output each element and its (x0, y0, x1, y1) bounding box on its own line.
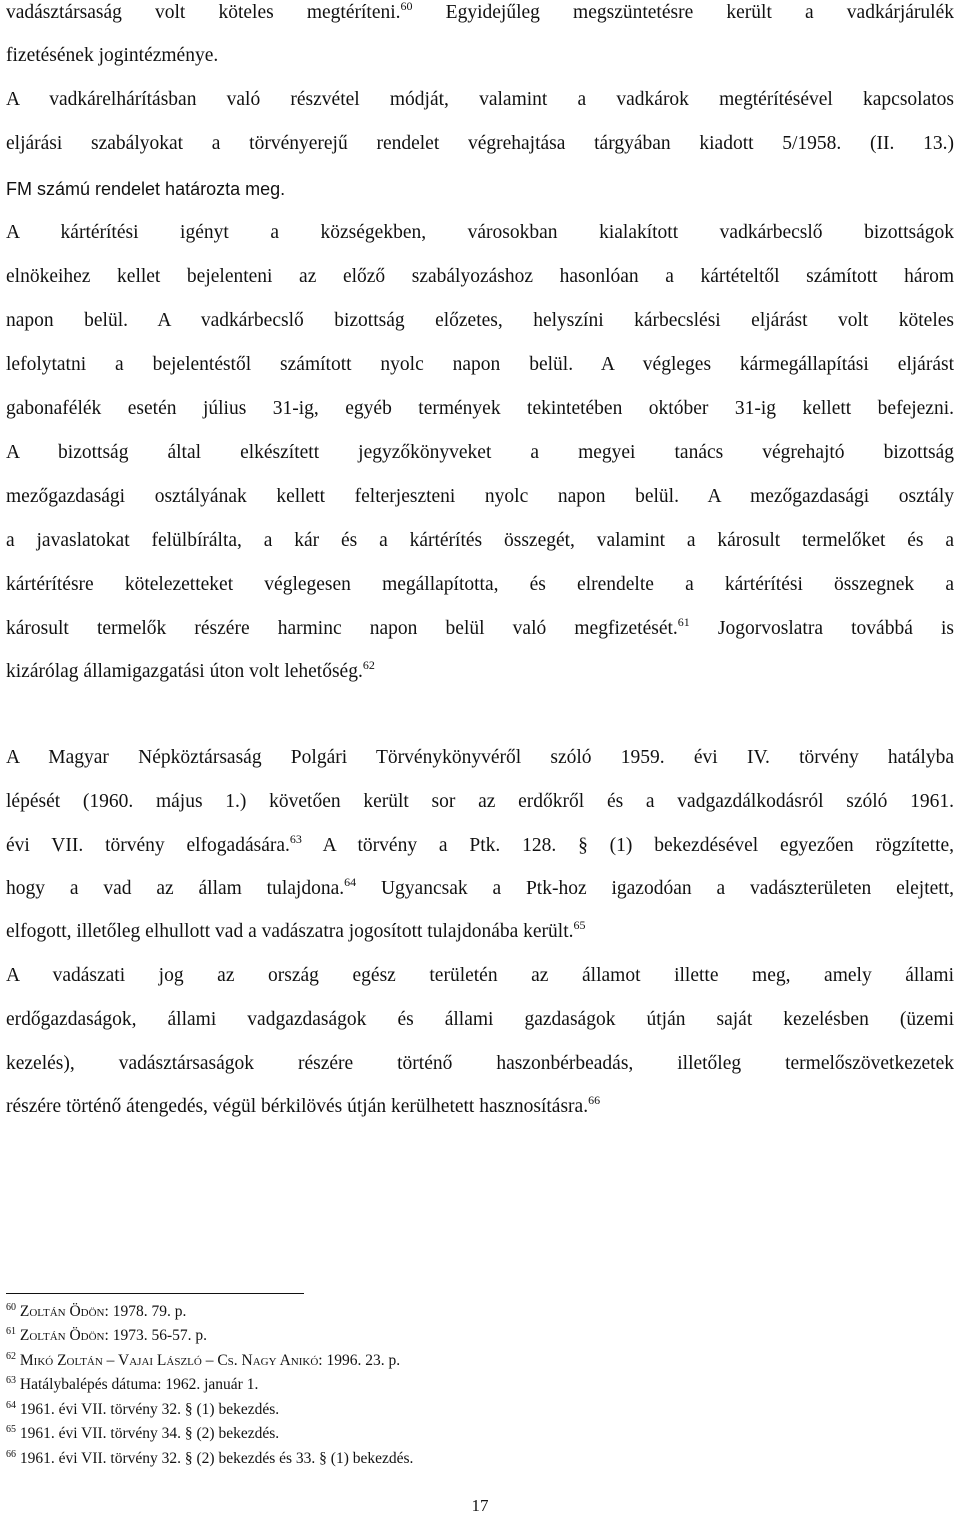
body-line: a javaslatokat felülbírálta, a kár és a kártérítés összegét, valamint a károsult termelőket és a (6, 530, 954, 551)
body-line: A Magyar Népköztársaság Polgári Törvénykönyvéről szóló 1959. évi IV. törvény hatályba (6, 747, 954, 768)
body-line: elnökeihez kellet bejelenteni az előző szabályozáshoz hasonlóan a kártételtől számított három (6, 266, 954, 287)
body-line: részére történő átengedés, végül bérkilövés útján kerülhetett hasznosításra.$^{66}$ (6, 1093, 601, 1117)
body-line: A vadászati jog az ország egész területén az államot illette meg, amely állami (6, 965, 954, 986)
footnote-ref[interactable]: 64 (344, 875, 357, 889)
body-line: eljárási szabályokat a törvényerejű rendelet végrehajtása tárgyában kiadott 5/1958. (II. 13.) (6, 133, 954, 154)
footnote-separator (6, 1293, 304, 1294)
body-line: erdőgazdaságok, állami vadgazdaságok és állami gazdaságok útján saját kezelésben (üzemi (6, 1009, 954, 1030)
footnote-ref[interactable]: 60 (400, 0, 413, 13)
body-line: vadásztársaság volt köteles megtéríteni.$^{60}$ Egyidejűleg megszüntetésre került a vadkárjárulék (6, 0, 954, 23)
body-line: A vadkárelhárításban való részvétel módját, valamint a vadkárok megtérítésével kapcsolatos (6, 89, 954, 110)
body-line: évi VII. törvény elfogadására.$^{63}$ A törvény a Ptk. 128. § (1) bekezdésével egyezően rögzítette, (6, 832, 954, 856)
body-line: kártérítésre kötelezetteket véglegesen megállapította, és elrendelte a kártérítési összegnek a (6, 574, 954, 595)
body-line: A kártérítési igényt a községekben, városokban kialakított vadkárbecslő bizottságok (6, 222, 954, 243)
footnote: $^{62}$ Mikó Zoltán – Vajai László – Cs. Nagy Anikó: 1996. 23. p. (6, 1351, 401, 1369)
body-line: lépését (1960. május 1.) követően került sor az erdőkről és a vadgazdálkodásról szóló 1961. (6, 791, 954, 812)
page-number: 17 (471, 1496, 489, 1515)
body-line: kezelés), vadásztársaságok részére történő haszonbérbeadás, illetőleg termelőszövetkezetek (6, 1053, 954, 1074)
footnote-ref[interactable]: 62 (362, 658, 375, 672)
footnote-ref[interactable]: 66 (588, 1093, 601, 1107)
body-line: napon belül. A vadkárbecslő bizottság előzetes, helyszíni kárbecslési eljárást volt köteles (6, 310, 954, 331)
body-line: fizetésének jogintézménye. (6, 45, 219, 66)
body-line: mezőgazdasági osztályának kellett felterjeszteni nyolc napon belül. A mezőgazdasági osztály (6, 486, 954, 507)
body-line: elfogott, illetőleg elhullott vad a vadászatra jogosított tulajdonába került.$^{65}$ (6, 918, 586, 942)
body-line: károsult termelők részére harminc napon belül való megfizetését.$^{61}$ Jogorvoslatra továbbá is (6, 615, 954, 639)
body-line: A bizottság által elkészített jegyzőkönyveket a megyei tanács végrehajtó bizottság (6, 442, 954, 463)
footnote: $^{64}$ 1961. évi VII. törvény 32. § (1) bekezdés. (6, 1400, 280, 1418)
body-line: gabonafélék esetén július 31-ig, egyéb termények tekintetében október 31-ig kellett befejezni. (6, 398, 954, 419)
body-line: lefolytatni a bejelentéstől számított nyolc napon belül. A végleges kármegállapítási eljárást (6, 354, 954, 375)
footnote-ref[interactable]: 65 (573, 918, 586, 932)
body-line: kizárólag államigazgatási úton volt lehetőség.$^{62}$ (6, 658, 375, 682)
footnote: $^{60}$ Zoltán Ödön: 1978. 79. p. (6, 1302, 187, 1320)
body-line: FM számú rendelet határozta meg. (6, 179, 286, 199)
footnote: $^{63}$ Hatálybalépés dátuma: 1962. január 1. (6, 1375, 259, 1393)
footnote-ref[interactable]: 63 (289, 832, 302, 846)
footnote: $^{66}$ 1961. évi VII. törvény 32. § (2) bekezdés és 33. § (1) bekezdés. (6, 1449, 414, 1467)
footnote: $^{61}$ Zoltán Ödön: 1973. 56-57. p. (6, 1326, 207, 1344)
body-line: hogy a vad az állam tulajdona.$^{64}$ Ugyancsak a Ptk-hoz igazodóan a vadászterületen elejtett, (6, 875, 955, 899)
footnote: $^{65}$ 1961. évi VII. törvény 34. § (2) bekezdés. (6, 1424, 280, 1442)
footnote-ref[interactable]: 61 (677, 615, 690, 629)
